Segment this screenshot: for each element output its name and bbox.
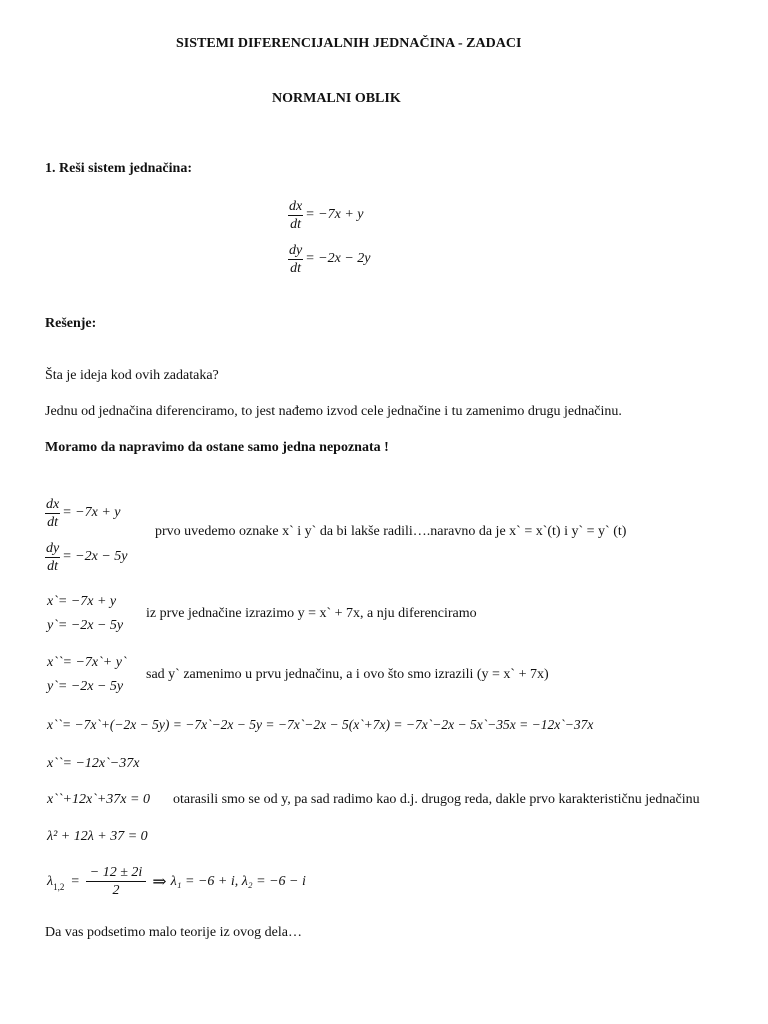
- roots-equation: [47, 864, 306, 899]
- task-heading: 1. Reši sistem jednačina:: [45, 161, 192, 176]
- system-equations-1: [288, 194, 371, 280]
- implies-arrow: ⇒: [152, 871, 167, 891]
- second-order-equation: x``+12x`+37x = 0: [47, 792, 150, 807]
- fraction-numerator: dx: [289, 198, 303, 214]
- section-subtitle: NORMALNI OBLIK: [272, 91, 401, 106]
- fraction-numerator: dx: [46, 496, 60, 512]
- fraction-denominator: dt: [47, 514, 59, 530]
- equation-rhs: = −2x − 5y: [62, 549, 128, 564]
- substitution-line: x``= −7x`+(−2x − 5y) = −7x`−2x − 5y = −7x`−2x − 5(x`+7x) = −7x`−2x − 5x`−35x = −12x`−37x: [47, 717, 594, 732]
- paragraph-explanation: Jednu od jednačina diferenciramo, to jest nađemo izvod cele jednačine i tu zamenimo drugu jednačinu.: [45, 404, 622, 419]
- fraction-dy-dt: [45, 540, 60, 575]
- fraction-dx-dt: [288, 198, 303, 233]
- block-4-line-1: x``= −7x`+ y`: [47, 655, 127, 670]
- document-title: SISTEMI DIFERENCIJALNIH JEDNAČINA - ZADACI: [176, 36, 522, 51]
- reduced-equation: x``= −12x`−37x: [47, 756, 140, 771]
- fraction-denominator: dt: [290, 216, 302, 232]
- paragraph-emphasis: Moramo da napravimo da ostane samo jedna nepoznata !: [45, 440, 389, 455]
- block-3-note: iz prve jednačine izrazimo y = x` + 7x, a nju diferenciramo: [146, 606, 477, 621]
- paragraph-idea: Šta je ideja kod ovih zadataka?: [45, 368, 219, 383]
- roots-fraction: [86, 864, 147, 899]
- equals-sign: =: [70, 873, 80, 889]
- fraction-dy-dt: [288, 242, 303, 277]
- block-3-line-1: x`= −7x + y: [47, 594, 117, 609]
- fraction-denominator: dt: [290, 260, 302, 276]
- fraction-dx-dt: [45, 496, 60, 531]
- characteristic-equation: λ² + 12λ + 37 = 0: [47, 829, 148, 844]
- lambda-subscript: 1,2: [53, 881, 65, 892]
- fraction-denominator: 2: [112, 883, 120, 898]
- fraction-numerator: − 12 ± 2i: [86, 864, 147, 882]
- fraction-denominator: dt: [47, 558, 59, 574]
- second-order-note: otarasili smo se od y, pa sad radimo kao d.j. drugog reda, dakle prvo karakterističnu jednačinu: [173, 792, 700, 807]
- roots-values: λ₁ = −6 + i, λ₂ = −6 − i: [170, 873, 306, 889]
- block-3-line-2: y`= −2x − 5y: [47, 618, 124, 633]
- system-equations-2: [45, 492, 128, 578]
- equation-rhs: = −7x + y: [305, 207, 364, 222]
- equation-rhs: = −2x − 2y: [305, 251, 371, 266]
- paragraph-theory: Da vas podsetimo malo teorije iz ovog dela…: [45, 925, 302, 940]
- system-2-note: prvo uvedemo oznake x` i y` da bi lakše radili….naravno da je x` = x`(t) i y` = y` (t): [155, 524, 627, 539]
- solution-heading: Rešenje:: [45, 316, 97, 331]
- fraction-numerator: dy: [289, 242, 303, 258]
- block-4-note: sad y` zamenimo u prvu jednačinu, a i ovo što smo izrazili (y = x` + 7x): [146, 667, 549, 682]
- equation-rhs: = −7x + y: [62, 505, 121, 520]
- lambda-symbol: λ: [47, 873, 54, 889]
- fraction-numerator: dy: [46, 540, 60, 556]
- block-4-line-2: y`= −2x − 5y: [47, 679, 124, 694]
